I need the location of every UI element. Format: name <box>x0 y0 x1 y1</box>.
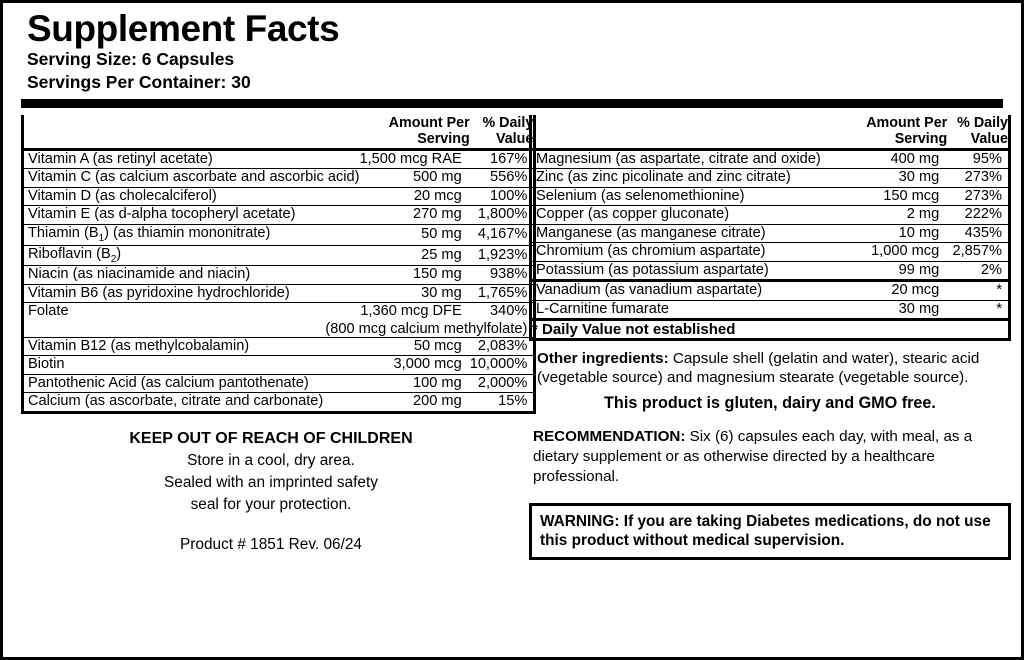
other-ingredients <box>529 341 1011 387</box>
table-row: Vanadium (as vanadium aspartate) 20 mcg * <box>531 281 1010 301</box>
table-header-row <box>23 115 535 149</box>
table-row: Vitamin E (as d-alpha tocopheryl acetate) 270 mg 1,800% <box>23 206 535 225</box>
row-name-thiamin: Thiamin $(B_1)$ (as thiamin mononitrate) <box>23 224 360 245</box>
table-row: Thiamin $(B_1)$ (as thiamin mononitrate) 50 mg 4,167% <box>23 224 535 245</box>
recommendation-label: RECOMMENDATION: <box>533 428 686 446</box>
table-row: Riboflavin $(B_2)$ 25 mg 1,923% <box>23 245 535 266</box>
left-column <box>21 114 534 554</box>
other-ingredients-text: Capsule shell (gelatin and water), stearic acid (vegetable source) and magnesium stearate (vegetable source). <box>537 350 980 387</box>
table-row: Manganese (as manganese citrate) 10 mg 435% <box>531 224 1010 243</box>
free-claim: This product is gluten, dairy and GMO free. <box>604 394 936 413</box>
recommendation-text: Six (6) capsules each day, with meal, as a dietary supplement or as otherwise directed by a healthcare professional. <box>533 428 973 485</box>
table-row: Magnesium (as aspartate, citrate and oxide) 400 mg 95% <box>531 149 1010 169</box>
warning-label: WARNING: <box>540 512 620 530</box>
product-code: Product # 1851 Rev. 06/24 <box>180 535 362 553</box>
row-name-riboflavin: Riboflavin $(B_2)$ <box>23 245 360 266</box>
table-row: Chromium (as chromium aspartate) 1,000 mcg 2,857% <box>531 243 1010 262</box>
daily-value-header: % Daily Value <box>482 114 534 148</box>
storage-instructions: Store in a cool, dry area. Sealed with an imprinted safety seal for your protection. <box>164 451 378 513</box>
table-row: Pantothenic Acid (as calcium pantothenate) 100 mg 2,000% <box>23 374 535 393</box>
table-row: Copper (as copper gluconate) 2 mg 222% <box>531 206 1010 225</box>
daily-value-header: % Daily Value <box>957 114 1008 148</box>
table-row: Selenium (as selenomethionine) 150 mcg 273% <box>531 187 1010 206</box>
table-subrow: (800 mcg calcium methylfolate) <box>325 320 528 337</box>
nutrient-table-right <box>529 115 1011 341</box>
servings-per-container: Servings Per Container: 30 <box>27 71 251 92</box>
table-row: Vitamin C (as calcium ascorbate and ascorbic acid) 500 mg 556% <box>23 169 535 188</box>
warning-box <box>529 503 1011 561</box>
header-divider <box>21 99 1003 108</box>
table-row: Vitamin B12 (as methylcobalamin) 50 mcg 2,083% <box>23 337 535 356</box>
header-blank <box>23 115 360 149</box>
table-row: Vitamin D (as cholecalciferol) 20 mcg 100% <box>23 187 535 206</box>
table-row: Biotin 3,000 mcg 10,000% <box>23 356 535 375</box>
serving-size: Serving Size: 6 Capsules <box>27 49 235 70</box>
table-row: Vitamin A (as retinyl acetate) 1,500 mcg RAE 167% <box>23 149 535 169</box>
table-row: Zinc (as zinc picolinate and zinc citrate) 30 mg 273% <box>531 169 1010 188</box>
amount-header: Amount Per Serving <box>388 114 470 148</box>
table-row: Niacin (as niacinamide and niacin) 150 mg 938% <box>23 266 535 285</box>
page-title: Supplement Facts <box>27 8 340 49</box>
amount-header: Amount Per Serving <box>866 114 948 148</box>
table-row: Vitamin B6 (as pyridoxine hydrochloride) 30 mg 1,765% <box>23 284 535 303</box>
table-row: Calcium (as ascorbate, citrate and carbonate) 200 mg 15% <box>23 393 535 413</box>
warning-text: If you are taking Diabetes medications, do not use this product without medical supervision. <box>540 512 991 549</box>
table-row: L-Carnitine fumarate 30 mg * <box>531 300 1010 320</box>
daily-value-footnote-row: * Daily Value not established <box>531 320 1010 340</box>
table-row: Folate 1,360 mcg DFE 340% <box>23 303 535 321</box>
header-blank <box>531 115 828 149</box>
table-row: Potassium (as potassium aspartate) 99 mg 2% <box>531 261 1010 281</box>
table-header-row <box>531 115 1010 149</box>
nutrient-table-left <box>21 115 536 414</box>
recommendation <box>529 417 1011 496</box>
keep-out-of-reach-notice: KEEP OUT OF REACH OF CHILDREN <box>129 429 413 447</box>
other-ingredients-label: Other ingredients: <box>537 350 669 368</box>
right-column <box>529 115 1011 560</box>
facts-columns <box>13 115 1011 560</box>
